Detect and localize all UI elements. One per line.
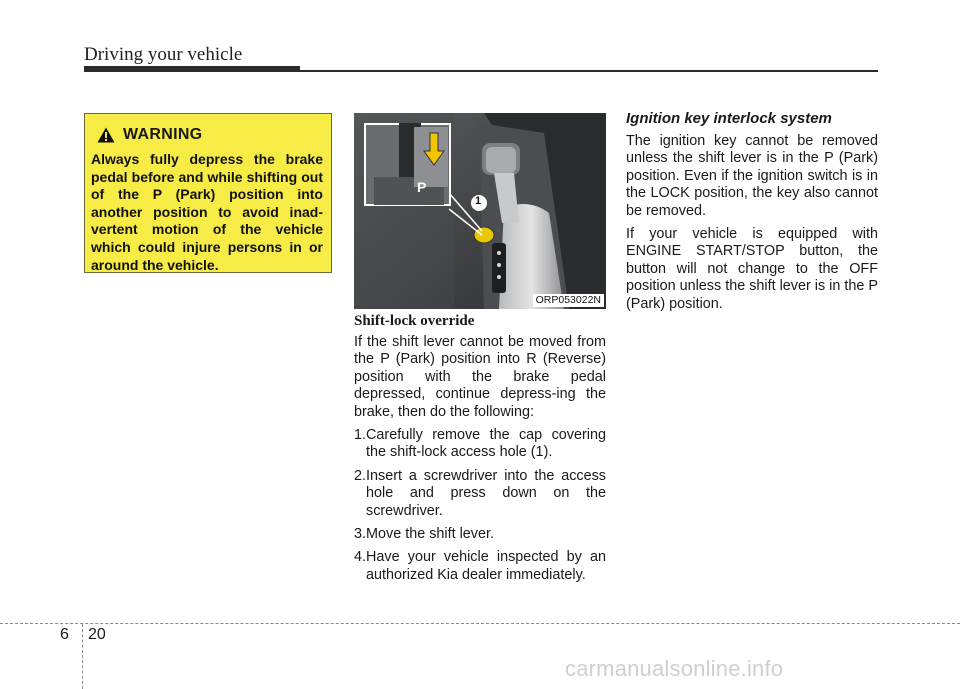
shift-lever-illustration xyxy=(354,113,606,309)
ignition-title: Ignition key interlock system xyxy=(626,110,832,127)
shift-lock-intro: If the shift lever cannot be moved from the P (Park) position into R (Reverse) position with the brake pedal depressed, continue depress-ing the brake, then do the following: xyxy=(354,334,606,420)
warning-header xyxy=(97,124,323,146)
warning-triangle-icon xyxy=(97,127,115,143)
warning-label: WARNING xyxy=(123,126,203,143)
shift-lock-title: Shift-lock override xyxy=(354,313,475,329)
watermark: carmanualsonline.info xyxy=(565,656,784,681)
page-number: 20 xyxy=(88,626,106,643)
chapter-number: 6 xyxy=(60,626,69,643)
warning-text: Always fully depress the brake pedal before and while shifting out of the P (Park) position into another position to avoid inad-vertent motion of the vehicle which could injure persons in or around the vehicle. xyxy=(91,151,323,273)
header-rule-thin xyxy=(300,70,878,72)
shift-lock-step: 2.Insert a screwdriver into the access hole and press down on the screwdriver. xyxy=(354,467,606,519)
shift-indicator-strip xyxy=(492,243,506,293)
header-rule-thick xyxy=(84,66,300,72)
shift-lock-step: 1.Carefully remove the cap covering the shift-lock access hole (1). xyxy=(354,427,606,461)
shift-lock-step: 4.Have your vehicle inspected by an authorized Kia dealer immediately. xyxy=(354,549,606,583)
warning-box xyxy=(84,113,332,273)
shift-lock-section xyxy=(354,313,606,590)
ignition-paragraph: The ignition key cannot be removed unless the shift lever is in the P (Park) position. Even if the ignition switch is in the LOCK position, the key also cannot be removed. xyxy=(626,133,878,219)
ignition-paragraph: If your vehicle is equipped with ENGINE START/STOP button, the button will not change to the OFF position unless the shift lever is in the P (Park) position. xyxy=(626,226,878,312)
footer-divider xyxy=(0,623,960,624)
figure-code: ORP053022N xyxy=(533,294,604,307)
page-header-title: Driving your vehicle xyxy=(84,44,243,65)
callout-number: 1 xyxy=(475,195,482,207)
ignition-section xyxy=(626,110,878,319)
shift-lever-photo xyxy=(354,113,606,309)
footer-vertical-divider xyxy=(82,624,83,689)
shift-lock-step: 3.Move the shift lever. xyxy=(354,526,494,543)
gear-p-label: P xyxy=(417,179,427,195)
